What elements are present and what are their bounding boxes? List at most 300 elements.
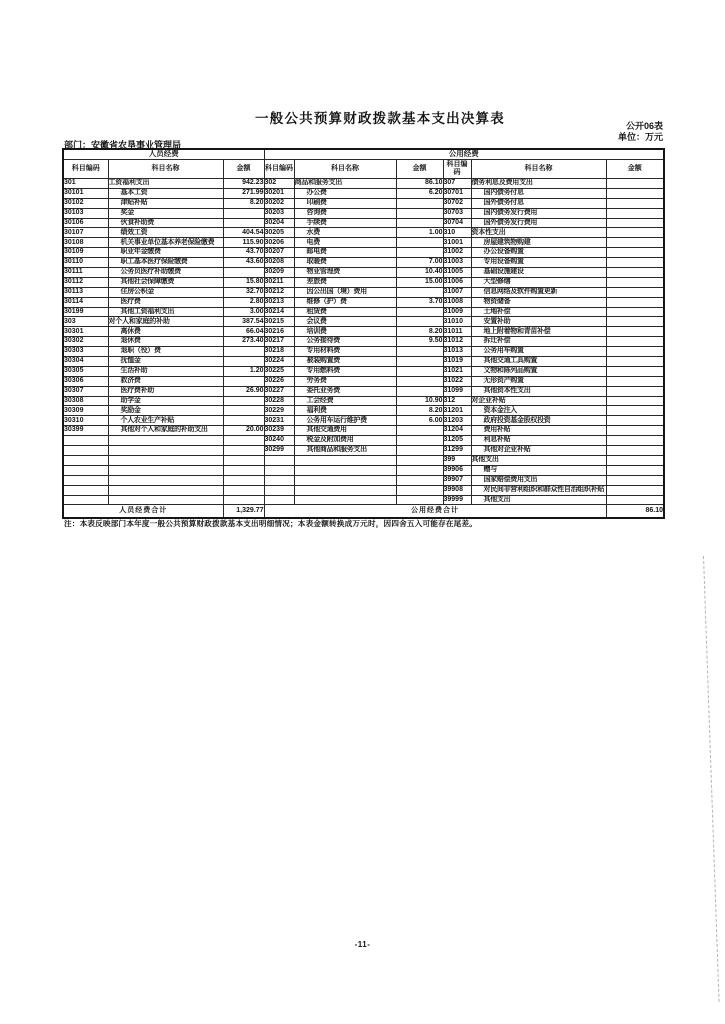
subject-code-cell: 30215 — [264, 317, 294, 327]
subject-code-cell: 30306 — [63, 376, 108, 386]
subject-name-cell: 房屋建筑物购建 — [471, 238, 606, 248]
subject-code-cell — [63, 475, 108, 485]
subject-code-cell: 31013 — [443, 347, 471, 357]
subject-code-cell: 30204 — [264, 218, 294, 228]
amount-cell — [396, 287, 443, 297]
amount-cell — [223, 485, 264, 495]
subject-name-cell: 国内债务发行费用 — [471, 208, 606, 218]
subject-code-cell: 31010 — [443, 317, 471, 327]
table-code-label: 公开06表 — [625, 121, 663, 131]
table-row — [63, 347, 664, 357]
subject-code-cell: 30211 — [264, 277, 294, 287]
subject-name-cell: 手续费 — [294, 218, 396, 228]
subject-code-cell: 30227 — [264, 386, 294, 396]
subject-code-cell: 39908 — [443, 485, 471, 495]
amount-cell — [606, 307, 664, 317]
subject-code-cell: 31008 — [443, 297, 471, 307]
amount-cell — [606, 475, 664, 485]
subject-name-cell: 赠与 — [471, 465, 606, 475]
subject-code-cell — [264, 465, 294, 475]
subject-name-cell: 物业管理费 — [294, 268, 396, 278]
amount-cell — [396, 376, 443, 386]
subject-name-cell: 无形资产购置 — [471, 376, 606, 386]
subject-name-cell: 信息网络及软件购置更新 — [471, 287, 606, 297]
amount-cell — [606, 406, 664, 416]
subject-code-cell — [63, 495, 108, 505]
subject-name-cell: 取暖费 — [294, 258, 396, 268]
subject-code-cell: 30111 — [63, 268, 108, 278]
subject-name-cell: 职业年金缴费 — [108, 248, 223, 258]
subject-name-cell: 因公出国（境）费用 — [294, 287, 396, 297]
column-header-row — [63, 160, 664, 179]
subject-name-cell: 资本金注入 — [471, 406, 606, 416]
table-row — [63, 218, 664, 228]
subject-name-cell — [108, 455, 223, 465]
amount-cell — [223, 357, 264, 367]
amount-cell — [606, 258, 664, 268]
subject-name-cell: 公务用车购置 — [471, 347, 606, 357]
amount-cell: 43.70 — [223, 248, 264, 258]
subject-name-cell: 国内债务付息 — [471, 188, 606, 198]
subject-code-cell: 30110 — [63, 258, 108, 268]
table-row — [63, 357, 664, 367]
subject-code-cell — [264, 485, 294, 495]
subject-name-cell: 国外债务发行费用 — [471, 218, 606, 228]
table-row — [63, 396, 664, 406]
amount-cell — [606, 198, 664, 208]
subject-name-cell: 专用设备购置 — [471, 258, 606, 268]
amount-cell — [606, 228, 664, 238]
page-title: 一般公共预算财政拨款基本支出决算表 — [255, 111, 505, 126]
subject-name-cell: 其他对企业补贴 — [471, 446, 606, 456]
subject-code-cell: 31007 — [443, 287, 471, 297]
amount-cell: 15.00 — [396, 277, 443, 287]
subject-name-cell: 退职（役）费 — [108, 347, 223, 357]
amount-cell — [396, 208, 443, 218]
amount-cell: 3.70 — [396, 297, 443, 307]
amount-cell: 66.04 — [223, 327, 264, 337]
subject-name-cell: 委托业务费 — [294, 386, 396, 396]
amount-cell: 8.20 — [223, 198, 264, 208]
amount-cell — [606, 446, 664, 456]
subject-name-cell: 劳务费 — [294, 376, 396, 386]
table-row — [63, 198, 664, 208]
subject-code-cell: 30208 — [264, 258, 294, 268]
subject-name-cell: 基础设施建设 — [471, 268, 606, 278]
subject-code-cell — [63, 436, 108, 446]
subject-name-cell: 资本性支出 — [471, 228, 606, 238]
subject-code-cell: 31009 — [443, 307, 471, 317]
subject-code-cell: 30109 — [63, 248, 108, 258]
amount-cell — [606, 347, 664, 357]
amount-cell — [606, 297, 664, 307]
amount-cell: 3.00 — [223, 307, 264, 317]
subject-name-cell: 离休费 — [108, 327, 223, 337]
column-header-code-3: 科目编码 — [443, 160, 471, 179]
subject-name-cell: 税金及附加费用 — [294, 436, 396, 446]
subject-code-cell: 30107 — [63, 228, 108, 238]
subject-name-cell: 其他交通工具购置 — [471, 357, 606, 367]
subject-name-cell — [108, 495, 223, 505]
subject-code-cell: 31019 — [443, 357, 471, 367]
subject-name-cell: 其他工资福利支出 — [108, 307, 223, 317]
subject-name-cell: 医疗费补助 — [108, 386, 223, 396]
subject-code-cell: 30225 — [264, 366, 294, 376]
subject-name-cell: 水费 — [294, 228, 396, 238]
table-row — [63, 179, 664, 189]
amount-cell — [396, 426, 443, 436]
subject-name-cell: 利息补贴 — [471, 436, 606, 446]
subject-name-cell: 奖金 — [108, 208, 223, 218]
subject-name-cell: 住房公积金 — [108, 287, 223, 297]
subject-code-cell: 30218 — [264, 347, 294, 357]
amount-cell: 20.00 — [223, 426, 264, 436]
subject-code-cell: 307 — [443, 179, 471, 189]
column-header-name-2: 科目名称 — [294, 160, 396, 179]
amount-cell — [396, 465, 443, 475]
subject-code-cell: 30305 — [63, 366, 108, 376]
subject-code-cell: 30240 — [264, 436, 294, 446]
amount-cell — [606, 287, 664, 297]
subject-name-cell: 公务员医疗补助缴费 — [108, 268, 223, 278]
subject-code-cell: 30229 — [264, 406, 294, 416]
amount-cell — [606, 337, 664, 347]
amount-cell: 8.20 — [396, 327, 443, 337]
amount-cell — [606, 357, 664, 367]
subject-code-cell: 30308 — [63, 396, 108, 406]
subject-name-cell: 差旅费 — [294, 277, 396, 287]
subject-name-cell: 其他对个人和家庭的补助支出 — [108, 426, 223, 436]
amount-cell — [223, 475, 264, 485]
subject-name-cell: 债务利息及费用支出 — [471, 179, 606, 189]
column-header-amount-1: 金额 — [223, 160, 264, 179]
table-row — [63, 406, 664, 416]
subject-code-cell: 31099 — [443, 386, 471, 396]
subject-code-cell: 31021 — [443, 366, 471, 376]
amount-cell — [223, 208, 264, 218]
subject-code-cell: 30703 — [443, 208, 471, 218]
subject-name-cell: 伙食补助费 — [108, 218, 223, 228]
subject-name-cell: 基本工资 — [108, 188, 223, 198]
amount-cell — [606, 327, 664, 337]
subject-name-cell — [108, 446, 223, 456]
subject-code-cell: 30399 — [63, 426, 108, 436]
table-row — [63, 337, 664, 347]
subject-name-cell — [108, 465, 223, 475]
subject-name-cell: 邮电费 — [294, 248, 396, 258]
unit-label: 单位：万元 — [617, 132, 663, 142]
subject-name-cell — [294, 495, 396, 505]
subject-code-cell: 30702 — [443, 198, 471, 208]
amount-cell — [606, 268, 664, 278]
subject-name-cell: 助学金 — [108, 396, 223, 406]
amount-cell: 2.80 — [223, 297, 264, 307]
subject-code-cell: 30108 — [63, 238, 108, 248]
subject-name-cell: 个人农业生产补贴 — [108, 416, 223, 426]
subject-code-cell: 31201 — [443, 406, 471, 416]
subject-name-cell: 其他支出 — [471, 495, 606, 505]
subject-name-cell — [294, 475, 396, 485]
subject-code-cell: 30114 — [63, 297, 108, 307]
column-header-name-3: 科目名称 — [471, 160, 606, 179]
amount-cell: 8.20 — [396, 406, 443, 416]
group-header-personnel: 人员经费 — [63, 149, 264, 160]
amount-cell — [606, 396, 664, 406]
table-row — [63, 228, 664, 238]
subject-code-cell: 312 — [443, 396, 471, 406]
amount-cell — [606, 436, 664, 446]
subject-code-cell — [264, 475, 294, 485]
subject-code-cell: 30302 — [63, 337, 108, 347]
subject-name-cell: 大型修缮 — [471, 277, 606, 287]
amount-cell — [606, 238, 664, 248]
amount-cell: 15.80 — [223, 277, 264, 287]
table-row — [63, 188, 664, 198]
amount-cell — [223, 218, 264, 228]
amount-cell — [396, 198, 443, 208]
amount-cell — [396, 366, 443, 376]
subject-name-cell: 培训费 — [294, 327, 396, 337]
subject-code-cell: 30214 — [264, 307, 294, 317]
subject-code-cell: 30212 — [264, 287, 294, 297]
amount-cell — [606, 248, 664, 258]
scan-artifact-line — [703, 556, 720, 1002]
subject-code-cell: 30209 — [264, 268, 294, 278]
subject-code-cell: 31022 — [443, 376, 471, 386]
table-row — [63, 436, 664, 446]
table-row — [63, 366, 664, 376]
subject-code-cell: 31299 — [443, 446, 471, 456]
table-row — [63, 376, 664, 386]
amount-cell: 6.20 — [396, 188, 443, 198]
amount-cell: 115.90 — [223, 238, 264, 248]
subject-name-cell: 费用补贴 — [471, 426, 606, 436]
amount-cell — [396, 248, 443, 258]
subject-name-cell: 专用材料费 — [294, 347, 396, 357]
amount-cell: 942.23 — [223, 179, 264, 189]
subject-code-cell: 39999 — [443, 495, 471, 505]
public-total-amount: 86.10 — [606, 505, 664, 519]
subject-name-cell: 国外债务付息 — [471, 198, 606, 208]
amount-cell — [606, 317, 664, 327]
amount-cell — [223, 376, 264, 386]
footnote: 注：本表反映部门本年度一般公共预算财政拨款基本支出明细情况；本表金额转换成万元时，因四舍五入可能存在尾差。 — [64, 519, 478, 528]
subject-name-cell: 工会经费 — [294, 396, 396, 406]
amount-cell: 387.54 — [223, 317, 264, 327]
subject-name-cell: 其他社会保障缴费 — [108, 277, 223, 287]
subject-name-cell: 其他资本性支出 — [471, 386, 606, 396]
table-row — [63, 386, 664, 396]
subject-code-cell: 31012 — [443, 337, 471, 347]
column-header-name-1: 科目名称 — [108, 160, 223, 179]
table-row — [63, 495, 664, 505]
amount-cell — [396, 317, 443, 327]
subject-name-cell: 土地补偿 — [471, 307, 606, 317]
subject-code-cell: 39907 — [443, 475, 471, 485]
subject-code-cell: 310 — [443, 228, 471, 238]
amount-cell — [396, 485, 443, 495]
table-row — [63, 327, 664, 337]
amount-cell — [606, 376, 664, 386]
subject-name-cell: 医疗费 — [108, 297, 223, 307]
amount-cell: 9.50 — [396, 337, 443, 347]
subject-code-cell: 31203 — [443, 416, 471, 426]
amount-cell: 32.70 — [223, 287, 264, 297]
subject-code-cell: 30216 — [264, 327, 294, 337]
amount-cell: 7.00 — [396, 258, 443, 268]
subject-code-cell: 30310 — [63, 416, 108, 426]
subject-name-cell: 对企业补贴 — [471, 396, 606, 406]
subject-name-cell: 会议费 — [294, 317, 396, 327]
subject-name-cell: 生活补助 — [108, 366, 223, 376]
amount-cell — [606, 465, 664, 475]
amount-cell — [223, 406, 264, 416]
subject-name-cell: 地上附着物和青苗补偿 — [471, 327, 606, 337]
amount-cell: 6.00 — [396, 416, 443, 426]
subject-name-cell: 奖励金 — [108, 406, 223, 416]
subject-code-cell: 30206 — [264, 238, 294, 248]
amount-cell — [223, 465, 264, 475]
subject-name-cell — [294, 465, 396, 475]
subject-name-cell: 公务用车运行维护费 — [294, 416, 396, 426]
public-total-label: 公用经费合计 — [264, 505, 606, 519]
amount-cell — [396, 495, 443, 505]
subject-code-cell — [63, 446, 108, 456]
amount-cell: 10.90 — [396, 396, 443, 406]
subject-code-cell: 30106 — [63, 218, 108, 228]
subject-code-cell: 30217 — [264, 337, 294, 347]
subject-name-cell: 办公设备购置 — [471, 248, 606, 258]
subject-code-cell: 30113 — [63, 287, 108, 297]
subject-code-cell: 301 — [63, 179, 108, 189]
group-header-row — [63, 149, 664, 160]
table-row — [63, 287, 664, 297]
table-row — [63, 416, 664, 426]
amount-cell: 86.10 — [396, 179, 443, 189]
amount-cell — [396, 218, 443, 228]
amount-cell — [223, 416, 264, 426]
amount-cell — [606, 386, 664, 396]
table-row — [63, 258, 664, 268]
subject-name-cell: 咨询费 — [294, 208, 396, 218]
subject-code-cell: 30228 — [264, 396, 294, 406]
subject-name-cell: 商品和服务支出 — [294, 179, 396, 189]
amount-cell — [396, 455, 443, 465]
table-body — [63, 179, 664, 505]
subject-name-cell — [108, 475, 223, 485]
table-row — [63, 465, 664, 475]
subject-code-cell: 30701 — [443, 188, 471, 198]
amount-cell — [396, 238, 443, 248]
column-header-code-1: 科目编码 — [63, 160, 108, 179]
subject-code-cell: 30301 — [63, 327, 108, 337]
subject-code-cell: 31205 — [443, 436, 471, 446]
subject-code-cell — [264, 495, 294, 505]
amount-cell — [396, 357, 443, 367]
subject-code-cell: 30304 — [63, 357, 108, 367]
subject-code-cell: 30213 — [264, 297, 294, 307]
subject-name-cell: 维修（护）费 — [294, 297, 396, 307]
amount-cell — [606, 179, 664, 189]
subject-name-cell: 拆迁补偿 — [471, 337, 606, 347]
subject-code-cell: 30199 — [63, 307, 108, 317]
subject-code-cell — [63, 455, 108, 465]
amount-cell — [396, 386, 443, 396]
subject-name-cell: 专用燃料费 — [294, 366, 396, 376]
table-row — [63, 297, 664, 307]
subject-name-cell: 救济费 — [108, 376, 223, 386]
subject-code-cell: 30103 — [63, 208, 108, 218]
subject-code-cell: 30239 — [264, 426, 294, 436]
amount-cell — [606, 218, 664, 228]
subject-name-cell: 政府投资基金股权投资 — [471, 416, 606, 426]
table-row — [63, 238, 664, 248]
subject-name-cell: 物资储备 — [471, 297, 606, 307]
subject-name-cell: 抚恤金 — [108, 357, 223, 367]
subject-code-cell — [63, 465, 108, 475]
amount-cell — [396, 436, 443, 446]
group-header-public: 公用经费 — [264, 149, 664, 160]
page-number: -11- — [354, 940, 371, 949]
subject-name-cell — [294, 485, 396, 495]
subject-name-cell — [108, 485, 223, 495]
subject-name-cell — [294, 455, 396, 465]
subject-name-cell: 其他交通费用 — [294, 426, 396, 436]
subject-code-cell: 31006 — [443, 277, 471, 287]
personnel-total-amount: 1,329.77 — [223, 505, 264, 519]
subject-code-cell: 302 — [264, 179, 294, 189]
subject-code-cell: 30307 — [63, 386, 108, 396]
subject-name-cell: 电费 — [294, 238, 396, 248]
subject-name-cell: 福利费 — [294, 406, 396, 416]
amount-cell — [606, 416, 664, 426]
table-row — [63, 475, 664, 485]
subject-name-cell: 租赁费 — [294, 307, 396, 317]
subject-code-cell: 30112 — [63, 277, 108, 287]
subject-code-cell: 399 — [443, 455, 471, 465]
amount-cell — [223, 268, 264, 278]
subject-name-cell: 国家赔偿费用支出 — [471, 475, 606, 485]
subject-code-cell: 30207 — [264, 248, 294, 258]
amount-cell — [606, 277, 664, 287]
subject-name-cell: 其他商品和服务支出 — [294, 446, 396, 456]
subject-code-cell: 30299 — [264, 446, 294, 456]
subject-code-cell: 31002 — [443, 248, 471, 258]
table-row — [63, 208, 664, 218]
amount-cell: 26.90 — [223, 386, 264, 396]
personnel-total-label: 人员经费合计 — [63, 505, 223, 519]
subject-code-cell: 30205 — [264, 228, 294, 238]
subject-name-cell: 对个人和家庭的补助 — [108, 317, 223, 327]
table-row — [63, 307, 664, 317]
amount-cell — [606, 426, 664, 436]
subject-code-cell: 31005 — [443, 268, 471, 278]
amount-cell: 273.40 — [223, 337, 264, 347]
table-row — [63, 317, 664, 327]
subject-code-cell: 30203 — [264, 208, 294, 218]
subject-code-cell: 30704 — [443, 218, 471, 228]
table-row — [63, 485, 664, 495]
subject-name-cell: 绩效工资 — [108, 228, 223, 238]
subject-code-cell: 31003 — [443, 258, 471, 268]
amount-cell — [223, 455, 264, 465]
amount-cell — [606, 208, 664, 218]
subject-name-cell: 退休费 — [108, 337, 223, 347]
column-header-code-2: 科目编码 — [264, 160, 294, 179]
subject-code-cell: 30224 — [264, 357, 294, 367]
totals-row — [63, 505, 664, 519]
subject-name-cell: 印刷费 — [294, 198, 396, 208]
